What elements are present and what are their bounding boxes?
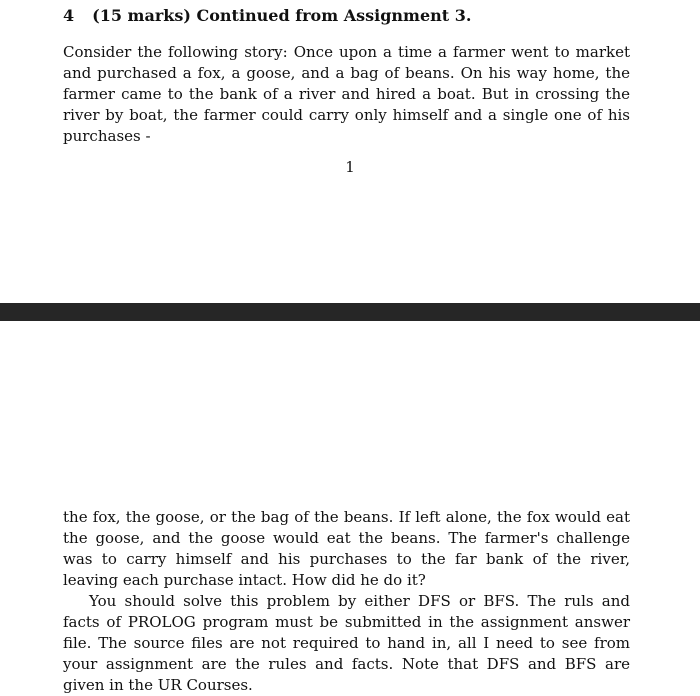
question-number: 4 [63,6,75,25]
instructions-paragraph: You should solve this problem by either DFS or BFS. The ruls and facts of PROLOG program must be submitted in the assignment answer file. The source files are not required to hand in, all I need to see from your assignment are the rules and facts. Note that DFS and BFS are given in the UR Courses. [63,592,630,694]
question-title: (15 marks) Continued from Assignment 3. [92,6,472,25]
story-paragraph: Consider the following story: Once upon a time a farmer went to market and purchased a fox, a goose, and a bag of beans. On his way home, the farmer came to the bank of a river and hired a boat. But in crossing the river by boat, the farmer could carry only himself and a single one of his purchases - [63,43,630,145]
page-number: 1 [345,158,355,176]
page-divider [0,303,700,321]
story-paragraph-continued: the fox, the goose, or the bag of the beans. If left alone, the fox would eat the goose, and the goose would eat the beans. The farmer's challenge was to carry himself and his purchases to the far bank of the river, leaving each purchase intact. How did he do it? [63,508,630,589]
question-heading [63,6,471,25]
